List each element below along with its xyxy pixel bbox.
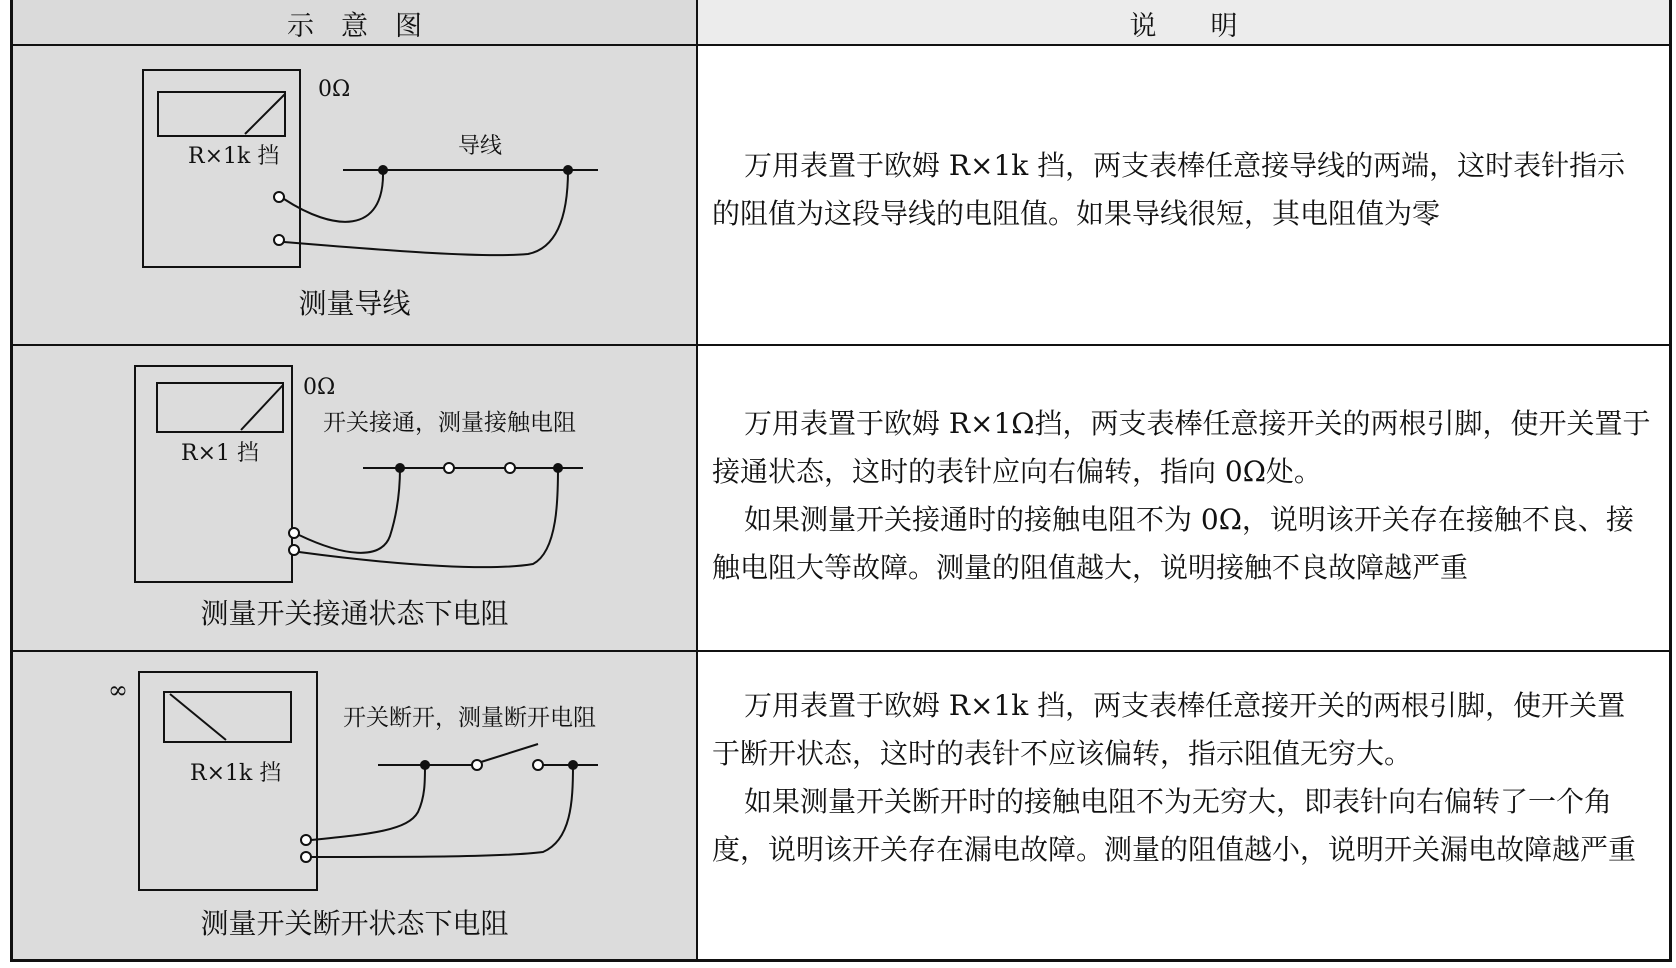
probe-jack	[274, 235, 284, 245]
comparison-table	[10, 0, 1672, 962]
switch-terminal	[444, 463, 454, 473]
meter-reading: 0Ω	[318, 77, 351, 102]
range-label: R×1k 挡	[190, 761, 282, 786]
header-divider	[13, 44, 1669, 46]
switch-label: 开关接通，测量接触电阻	[323, 410, 576, 436]
test-lead	[284, 170, 383, 222]
paragraph: 万用表置于欧姆 R×1k 挡，两支表棒任意接开关的两根引脚，使开关置于断开状态，这时的表针不应该偏转，指示阻值无穷大。	[712, 689, 1626, 770]
switch-terminal	[472, 760, 482, 770]
switch-terminal	[505, 463, 515, 473]
meter-needle	[170, 694, 226, 740]
paragraph: 如果测量开关断开时的接触电阻不为无穷大，即表针向右偏转了一个角度，说明该开关存在漏电故障。测量的阻值越小，说明开关漏电故障越严重	[712, 785, 1637, 866]
probe-jack	[289, 528, 299, 538]
switch-label: 开关断开，测量断开电阻	[343, 705, 596, 731]
header-explanation: 说 明	[698, 0, 1669, 46]
row1-diagram-cell	[13, 46, 696, 344]
probe-jack	[301, 852, 311, 862]
meter-needle	[241, 385, 283, 430]
probe-jack	[274, 192, 284, 202]
probe-jack	[301, 835, 311, 845]
row2-explanation-cell	[698, 346, 1669, 650]
test-lead	[299, 468, 558, 567]
meter-needle	[245, 94, 285, 134]
row1-explanation-cell	[698, 46, 1669, 344]
row3-explanation	[712, 682, 1651, 874]
meter-reading: ∞	[108, 676, 128, 704]
header-diagram: 示 意 图	[13, 0, 696, 46]
switch-blade	[481, 744, 538, 762]
paragraph: 万用表置于欧姆 R×1Ω挡，两支表棒任意接开关的两根引脚，使开关置于接通状态，这时的表针应向右偏转，指向 0Ω处。	[712, 407, 1651, 488]
meter-body	[135, 366, 292, 582]
row1-caption: 测量导线	[298, 287, 411, 320]
test-lead	[311, 765, 425, 840]
row3-explanation-cell	[698, 652, 1669, 959]
test-lead	[299, 468, 400, 553]
row2-explanation	[712, 400, 1651, 592]
meter-reading: 0Ω	[303, 375, 336, 400]
paragraph: 万用表置于欧姆 R×1k 挡，两支表棒任意接导线的两端，这时表针指示的阻值为这段导线的电阻值。如果导线很短，其电阻值为零	[712, 149, 1626, 230]
test-lead	[284, 170, 568, 255]
test-lead	[311, 765, 573, 857]
switch-terminal	[533, 760, 543, 770]
row1-explanation	[712, 142, 1651, 238]
range-label: R×1k 挡	[188, 144, 280, 169]
probe-jack	[289, 545, 299, 555]
row3-caption: 测量开关断开状态下电阻	[200, 907, 509, 940]
wire-label: 导线	[458, 134, 503, 159]
meter-dial	[164, 692, 291, 742]
row2-caption: 测量开关接通状态下电阻	[200, 597, 509, 630]
paragraph: 如果测量开关接通时的接触电阻不为 0Ω，说明该开关存在接触不良、接触电阻大等故障。测量的阻值越大，说明接触不良故障越严重	[712, 503, 1634, 584]
meter-dial	[157, 383, 283, 432]
row2-diagram-cell	[13, 346, 696, 650]
range-label: R×1 挡	[181, 441, 259, 466]
column-divider	[696, 0, 698, 959]
row3-diagram-cell	[13, 652, 696, 959]
